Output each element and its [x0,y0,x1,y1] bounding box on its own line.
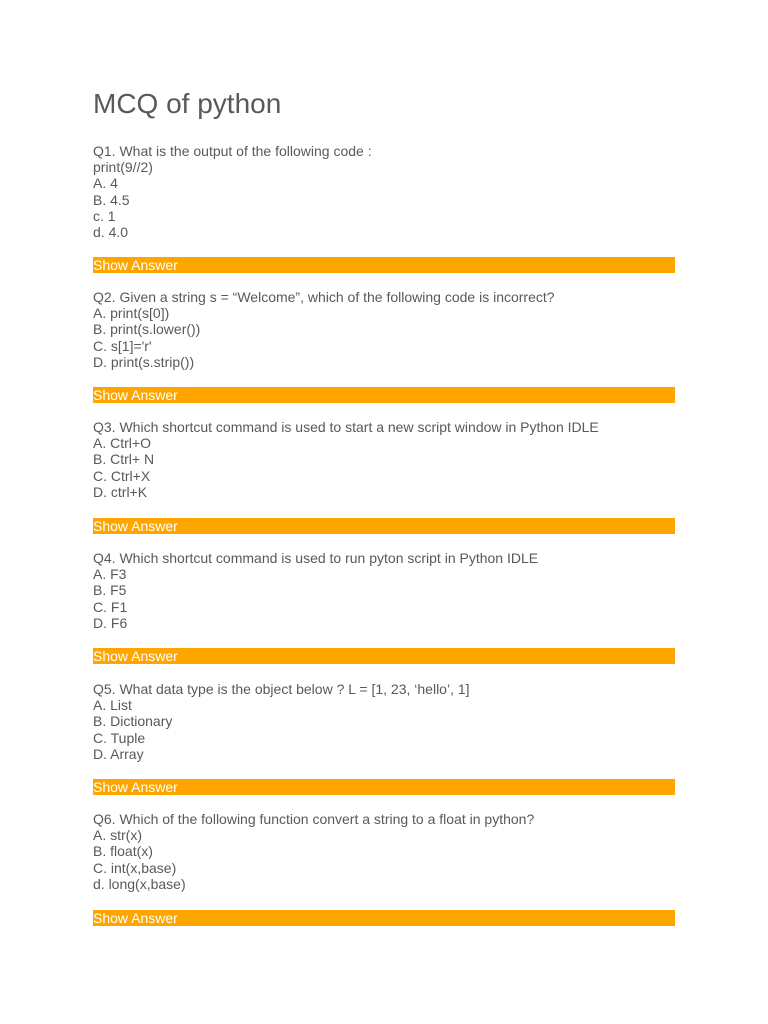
option-a: A. str(x) [93,827,142,844]
option-d: D. Array [93,745,144,762]
question-3 [93,419,675,534]
option-c: c. 1 [93,207,116,224]
option-b: B. print(s.lower()) [93,321,201,338]
show-answer-button[interactable]: Show Answer [93,648,675,664]
option-c: C. Ctrl+X [93,467,151,484]
option-c: C. int(x,base) [93,859,177,876]
option-a: A. F3 [93,566,127,583]
option-d: D. F6 [93,614,128,631]
option-d: D. ctrl+K [93,483,148,500]
show-answer-button[interactable]: Show Answer [93,910,675,926]
show-answer-button[interactable]: Show Answer [93,779,675,795]
show-answer-button[interactable]: Show Answer [93,257,675,273]
option-a: A. Ctrl+O [93,435,151,452]
option-a: A. List [93,697,132,714]
question-code: print(9//2) [93,159,153,176]
question-text: Q5. What data type is the object below ? L = [1, 23, ‘hello’, 1] [93,681,470,697]
option-c: C. F1 [93,598,128,615]
question-text: Q4. Which shortcut command is used to run pyton script in Python IDLE [93,550,539,566]
option-a: A. print(s[0]) [93,305,170,322]
option-d: d. long(x,base) [93,875,186,892]
option-a: A. 4 [93,175,118,192]
option-d: d. 4.0 [93,223,129,240]
show-answer-button[interactable]: Show Answer [93,518,675,534]
question-5 [93,681,675,795]
show-answer-button[interactable]: Show Answer [93,387,675,403]
option-b: B. Ctrl+ N [93,451,155,468]
question-4 [93,550,675,664]
question-text: Q6. Which of the following function convert a string to a float in python? [93,811,535,827]
option-d: D. print(s.strip()) [93,353,195,370]
question-6 [93,811,675,926]
option-b: B. 4.5 [93,191,130,208]
question-text: Q2. Given a string s = “Welcome”, which of the following code is incorrect? [93,289,555,305]
question-1 [93,143,675,273]
option-c: C. s[1]='r' [93,337,152,354]
option-b: B. Dictionary [93,713,173,730]
question-2 [93,289,675,403]
question-text: Q1. What is the output of the following code : [93,143,372,159]
option-b: B. float(x) [93,843,153,860]
option-b: B. F5 [93,582,127,599]
page-title: MCQ of python [93,88,282,119]
option-c: C. Tuple [93,729,146,746]
question-text: Q3. Which shortcut command is used to start a new script window in Python IDLE [93,419,599,435]
